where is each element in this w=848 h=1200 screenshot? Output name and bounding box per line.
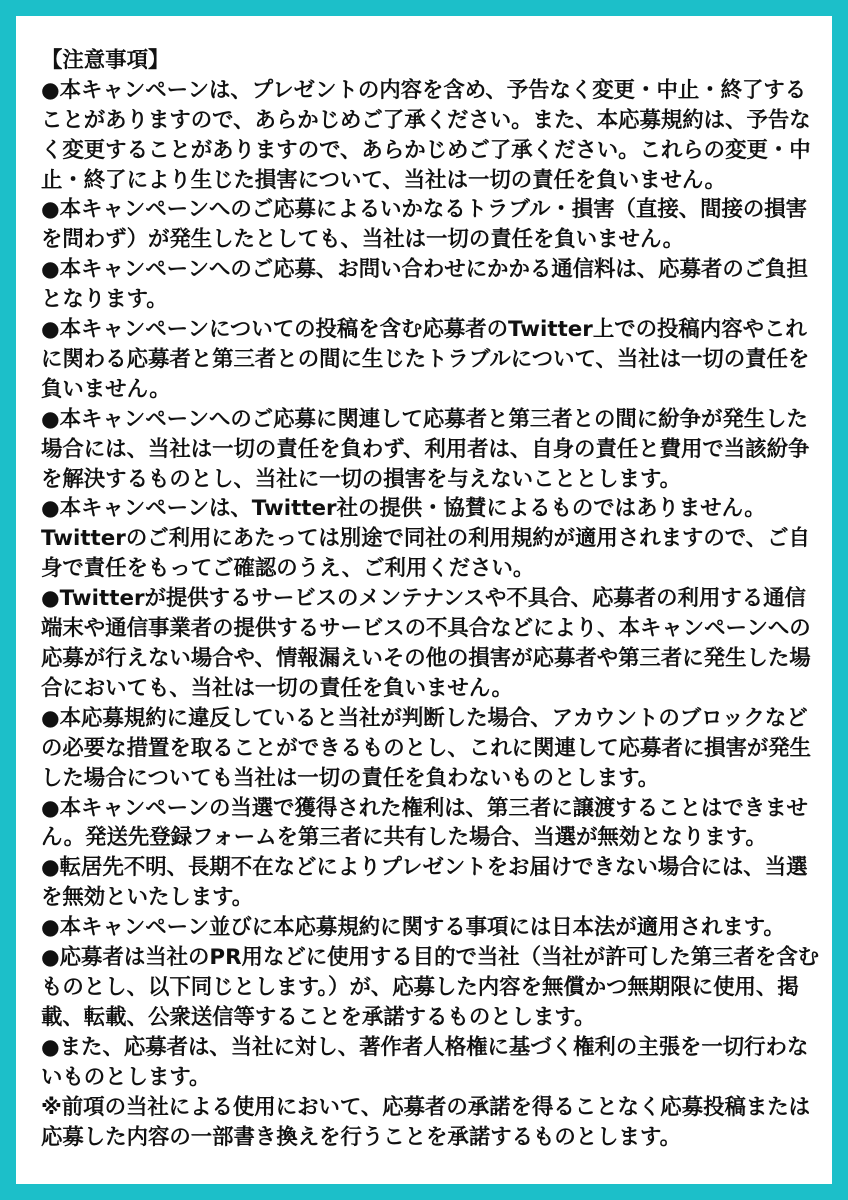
notice-line: ※前項の当社による使用において、応募者の承諾を得ることなく応募投稿または (41, 1094, 811, 1120)
notice-body (41, 76, 820, 1153)
notice-line: Twitterのご利用にあたっては別途で同社の利用規約が適用されますので、ご自 (41, 526, 810, 552)
notice-line: を無効といたします。 (41, 885, 254, 911)
notice-line: に関わる応募者と第三者との間に生じたトラブルについて、当社は一切の責任を (41, 346, 810, 372)
notice-line: 応募が行えない場合や、情報漏えいその他の損害が応募者や第三者に発生した場 (41, 646, 811, 672)
notice-line: ん。発送先登録フォームを第三者に共有した場合、当選が無効となります。 (41, 825, 767, 851)
notice-line: ものとし、以下同じとします。）が、応募した内容を無償かつ無期限に使用、掲 (41, 974, 799, 1000)
notice-line: 場合には、当社は一切の責任を負わず、利用者は、自身の責任と費用で当該紛争 (41, 436, 810, 462)
notice-line: 載、転載、公衆送信等することを承諾するものとします。 (41, 1004, 596, 1030)
notice-line: 端末や通信事業者の提供するサービスの不具合などにより、本キャンペーンへの (41, 616, 811, 642)
notice-line: ●本キャンペーンは、プレゼントの内容を含め、予告なく変更・中止・終了する (41, 77, 807, 103)
notice-line: ●本キャンペーンへのご応募、お問い合わせにかかる通信料は、応募者のご負担 (41, 257, 808, 283)
notice-line: ●本キャンペーンへのご応募によるいかなるトラブル・損害（直接、間接の損害 (41, 197, 808, 223)
notice-line: ●本キャンペーンへのご応募に関連して応募者と第三者との間に紛争が発生した (41, 406, 808, 432)
notice-line: ●本キャンペーンは、Twitter社の提供・協賛によるものではありません。 (41, 496, 766, 522)
notice-line: ●本キャンペーン並びに本応募規約に関する事項には日本法が適用されます。 (41, 915, 785, 941)
notice-line: ●本応募規約に違反していると当社が判断した場合、アカウントのブロックなど (41, 705, 808, 731)
notice-line: ●応募者は当社のPR用などに使用する目的で当社（当社が許可した第三者を含む (41, 945, 820, 971)
notice-line: の必要な措置を取ることができるものとし、これに関連して応募者に損害が発生 (41, 735, 812, 761)
notice-line: 合においても、当社は一切の責任を負いません。 (41, 675, 513, 701)
notice-title: 【注意事項】 (41, 48, 170, 73)
notice-line: を問わず）が発生したとしても、当社は一切の責任を負いません。 (41, 227, 685, 253)
notice-line: した場合についても当社は一切の責任を負わないものとします。 (41, 765, 660, 791)
notice-line: いものとします。 (41, 1064, 211, 1090)
notice-line: く変更することがありますので、あらかじめご了承ください。これらの変更・中 (41, 137, 811, 163)
notice-line: ことがありますので、あらかじめご了承ください。また、本応募規約は、予告な (41, 107, 811, 133)
notice-line: ●Twitterが提供するサービスのメンテナンスや不具合、応募者の利用する通信 (41, 586, 806, 612)
notice-line: ●本キャンペーンの当選で獲得された権利は、第三者に譲渡することはできませ (41, 795, 808, 821)
notice-line: ●転居先不明、長期不在などによりプレゼントをお届けできない場合には、当選 (41, 855, 808, 881)
notice-line: ●また、応募者は、当社に対し、著作者人格権に基づく権利の主張を一切行わな (41, 1034, 809, 1060)
notice-line: ●本キャンペーンについての投稿を含む応募者のTwitter上での投稿内容やこれ (41, 317, 807, 343)
notice-line: となります。 (41, 287, 168, 313)
notice-line: 身で責任をもってご確認のうえ、ご利用ください。 (41, 556, 535, 582)
notice-line: 負いません。 (41, 376, 171, 402)
notice-sheet (16, 16, 832, 1184)
notice-line: を解決するものとし、当社に一切の損害を与えないこととします。 (41, 466, 682, 492)
notice-line: 応募した内容の一部書き換えを行うことを承諾するものとします。 (41, 1124, 682, 1150)
notice-line: 止・終了により生じた損害について、当社は一切の責任を負いません。 (41, 167, 726, 193)
